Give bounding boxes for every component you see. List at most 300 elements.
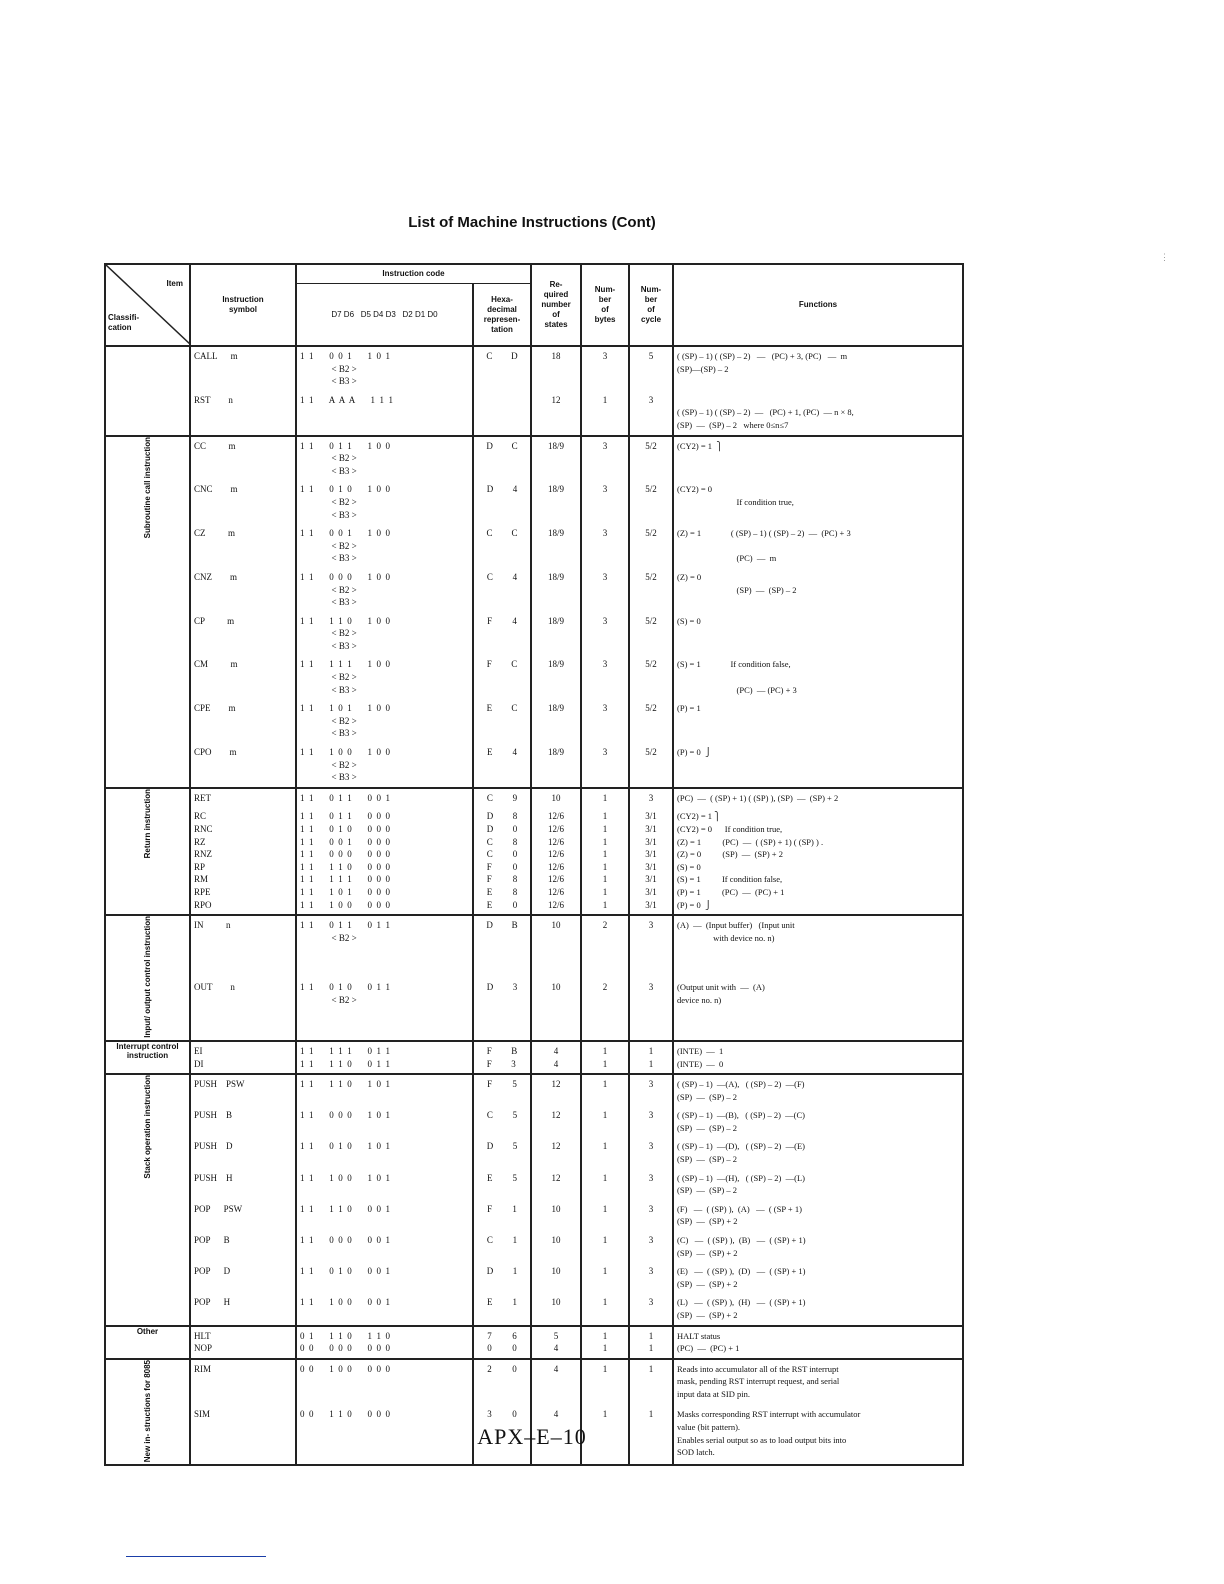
code-group-header: Instruction code [296, 264, 531, 284]
bytes-cell [581, 655, 629, 699]
functions-text: ( (SP) – 1) —(H), ( (SP) – 2) —(L) (SP) — (SP) – 2 [677, 1172, 805, 1196]
hex-low-digit: 1 [512, 1235, 518, 1246]
bytes-cell [581, 978, 629, 1041]
instruction-code-cell [296, 1137, 473, 1168]
instruction-code-cell [296, 436, 473, 481]
functions-cell [673, 524, 963, 568]
states-cell [531, 1262, 581, 1293]
states-text: 12 [551, 1172, 561, 1183]
instruction-symbol-cell [190, 1231, 296, 1262]
states-cell [531, 480, 581, 524]
functions-cell [673, 1262, 963, 1293]
hex-low-digit: 1 [512, 1266, 518, 1277]
hex-low-digit: 6 0 [512, 1330, 517, 1354]
bytes-text: 1 1 [602, 1330, 608, 1354]
hex-cell [473, 655, 531, 699]
states-text: 10 [551, 1297, 561, 1308]
instruction-code-text: 1 1 0 1 0 0 0 1 [300, 1266, 390, 1277]
instruction-code-cell [296, 524, 473, 568]
hex-high-digit: 2 [487, 1363, 492, 1374]
instruction-code-text: 1 1 0 1 1 0 0 0 1 1 0 1 0 0 0 0 1 1 0 0 1 0 0 0 1 1 0 0 0 0 0 0 1 1 1 1 0 0 0 0 1 1 1 1 1 0 0 0 1 1 1 0 1 0 0 0 1 1 1 0 0 0 0 0 [300, 811, 390, 910]
states-cell [531, 612, 581, 656]
hex-low-digit: C [511, 440, 518, 451]
instruction-code-text: 1 1 0 1 0 1 0 0 < B2 > < B3 > [300, 484, 390, 520]
bytes-text: 3 [602, 440, 608, 451]
bytes-text: 1 [602, 1409, 608, 1420]
states-text: 4 [553, 1363, 559, 1374]
hex-high-digit: 3 [487, 1409, 492, 1420]
instruction-symbol-cell [190, 1041, 296, 1074]
cycles-cell [629, 743, 673, 788]
cycles-cell [629, 524, 673, 568]
functions-cell [673, 1106, 963, 1137]
functions-text: Masks corresponding RST interrupt with accumulator value (bit pattern). Enables serial output so as to load output bits into SOD latch. [677, 1409, 861, 1458]
hex-low-digit: 4 [512, 615, 517, 626]
machine-instruction-table [104, 263, 964, 1466]
cycles-text: 3 [648, 394, 654, 405]
bytes-text: 3 [602, 484, 608, 495]
item-classification-header [105, 264, 190, 346]
table-row [105, 1200, 963, 1231]
bytes-cell [581, 1074, 629, 1106]
states-text: 10 [551, 1203, 561, 1214]
instruction-code-text: 1 1 1 1 0 0 0 1 [300, 1203, 390, 1214]
bytes-cell [581, 612, 629, 656]
cycles-text: 5/2 [645, 440, 657, 451]
instruction-code-cell [296, 1169, 473, 1200]
instruction-code-text: 1 1 0 0 0 1 0 0 < B2 > < B3 > [300, 571, 390, 608]
functions-text: (A) — (Input buffer) (Input unit with device no. n) [677, 920, 795, 943]
hex-cell [473, 612, 531, 656]
instruction-symbol-cell [190, 1326, 296, 1359]
instruction-symbol-cell [190, 807, 296, 915]
bytes-cell [581, 391, 629, 436]
hex-high-digit: E [486, 703, 493, 714]
cycles-text: 3 [648, 1110, 654, 1121]
cycles-text: 3 [648, 1141, 654, 1152]
hex-low-digit: C [511, 659, 518, 670]
classification-label: Classifi- cation [108, 313, 140, 332]
code-bits-header: D7 D6 D5 D4 D3 D2 D1 D0 [296, 284, 473, 347]
instruction-symbol-text: CP m [194, 615, 235, 626]
bytes-cell [581, 346, 629, 391]
states-text: 18/9 [548, 484, 565, 495]
instruction-code-text: 1 1 1 1 1 0 1 1 1 1 1 1 0 0 1 1 [300, 1045, 390, 1069]
states-text: 10 [551, 792, 561, 803]
functions-text: ( (SP) – 1) —(D), ( (SP) – 2) —(E) (SP) — (SP) – 2 [677, 1141, 805, 1165]
instruction-symbol-text: PUSH PSW [194, 1079, 245, 1090]
header-row [105, 264, 963, 284]
cycles-cell [629, 436, 673, 481]
instruction-symbol-text: EI DI [194, 1045, 204, 1069]
table-row [105, 480, 963, 524]
cycles-cell [629, 1262, 673, 1293]
instruction-code-cell [296, 1200, 473, 1231]
instruction-code-text: 1 1 1 1 1 1 0 0 < B2 > < B3 > [300, 659, 390, 695]
instruction-code-text: 1 1 0 1 1 1 0 0 < B2 > < B3 > [300, 440, 390, 476]
instruction-code-cell [296, 480, 473, 524]
instruction-symbol-text: CM m [194, 659, 238, 670]
states-cell [531, 807, 581, 915]
instruction-code-text: 1 1 1 1 0 1 0 0 < B2 > < B3 > [300, 615, 390, 651]
instruction-code-cell [296, 807, 473, 915]
instruction-symbol-cell [190, 391, 296, 436]
cycles-cell [629, 391, 673, 436]
hex-low-digit: 4 [512, 571, 518, 582]
classification-cell [105, 788, 190, 915]
hex-high-digit: D [486, 440, 493, 451]
functions-text: (C) — ( (SP) ), (B) — ( (SP) + 1) (SP) — (SP) + 2 [677, 1235, 806, 1258]
hex-high-digit: C [486, 351, 493, 361]
hex-high-digit: F [486, 659, 492, 670]
bytes-cell [581, 915, 629, 978]
table-row [105, 1231, 963, 1262]
states-text: 10 [551, 1266, 561, 1277]
cycles-text: 5/2 [645, 484, 657, 495]
instruction-code-cell [296, 568, 473, 612]
cycles-text: 5 [648, 351, 654, 361]
bytes-text: 1 [602, 1203, 608, 1214]
instruction-code-text: 1 1 0 0 1 1 0 0 < B2 > < B3 > [300, 528, 390, 564]
instruction-code-text: 1 1 0 0 1 1 0 1 < B2 > < B3 > [300, 351, 390, 387]
hex-high-digit: C [486, 528, 493, 539]
hex-cell [473, 1106, 531, 1137]
functions-cell [673, 346, 963, 391]
hex-low-digit: 4 [512, 484, 518, 495]
instruction-code-text: 1 1 0 1 1 0 1 1 < B2 > [300, 920, 390, 943]
bytes-text: 1 [602, 1266, 608, 1277]
cycles-text: 3 [648, 1297, 654, 1308]
hex-high-digit: C [486, 792, 493, 803]
hex-cell [473, 788, 531, 808]
hex-cell [473, 1074, 531, 1106]
hex-low-digit: 8 0 8 0 0 8 8 0 [512, 811, 518, 910]
functions-header: Functions [673, 264, 963, 346]
functions-cell [673, 807, 963, 915]
instruction-symbol-text: RIM [194, 1363, 212, 1374]
states-cell [531, 1041, 581, 1074]
functions-cell [673, 699, 963, 743]
bytes-text: 2 [602, 920, 608, 931]
cycles-cell [629, 915, 673, 978]
instruction-symbol-text: CALL m [194, 351, 238, 361]
states-cell [531, 1359, 581, 1406]
instruction-code-text: 1 1 0 1 1 0 0 1 [300, 792, 390, 803]
hex-header: Hexa- decimal represen- tation [473, 284, 531, 347]
instruction-symbol-text: CZ m [194, 528, 236, 539]
cycles-cell [629, 480, 673, 524]
cycles-cell [629, 1293, 673, 1325]
cycles-cell [629, 1041, 673, 1074]
instruction-code-cell [296, 391, 473, 436]
hex-high-digit: D [486, 920, 493, 931]
scan-mark: ⋮ [1160, 252, 1169, 262]
table-row [105, 1137, 963, 1168]
states-cell [531, 1074, 581, 1106]
bytes-text: 1 [602, 1079, 608, 1090]
cycles-text: 5/2 [645, 703, 657, 714]
instruction-symbol-text: RST n [194, 394, 233, 405]
states-header: Re- quired number of states [531, 264, 581, 346]
states-cell [531, 436, 581, 481]
states-text: 10 [551, 920, 561, 931]
instruction-symbol-cell [190, 568, 296, 612]
functions-text: (S) = 1 If condition false, (PC) — (PC) + 3 [677, 659, 797, 695]
instruction-symbol-text: RET [194, 792, 211, 803]
instruction-symbol-text: CC m [194, 440, 236, 451]
instruction-code-cell [296, 788, 473, 808]
instruction-symbol-cell [190, 1106, 296, 1137]
bytes-text: 3 [602, 351, 608, 361]
instruction-symbol-text: PUSH D [194, 1141, 233, 1152]
instruction-symbol-text: POP D [194, 1266, 231, 1277]
instruction-symbol-cell [190, 655, 296, 699]
bytes-cell [581, 524, 629, 568]
instruction-symbol-cell [190, 436, 296, 481]
states-cell [531, 524, 581, 568]
instruction-symbol-cell [190, 915, 296, 978]
functions-text: (E) — ( (SP) ), (D) — ( (SP) + 1) (SP) — (SP) + 2 [677, 1266, 806, 1289]
page-footer: APX–E–10 [477, 1424, 587, 1449]
instruction-symbol-cell [190, 524, 296, 568]
symbol-header: Instruction symbol [190, 264, 296, 346]
functions-cell [673, 655, 963, 699]
functions-cell [673, 1074, 963, 1106]
instruction-code-cell [296, 1359, 473, 1406]
functions-text: ( (SP) – 1) ( (SP) – 2) — (PC) + 3, (PC) — m (SP)—(SP) – 2 [677, 351, 848, 374]
instruction-code-text: 1 1 1 0 0 0 0 1 [300, 1297, 390, 1308]
states-cell [531, 1137, 581, 1168]
table-row [105, 391, 963, 436]
hex-low-digit: 9 [512, 792, 518, 803]
hex-low-digit: 0 [512, 1363, 517, 1374]
bytes-text: 3 [602, 659, 608, 670]
functions-cell [673, 1137, 963, 1168]
hex-cell [473, 1231, 531, 1262]
table-row [105, 655, 963, 699]
bytes-cell [581, 1137, 629, 1168]
instruction-code-cell [296, 699, 473, 743]
cycles-cell [629, 1169, 673, 1200]
states-cell [531, 743, 581, 788]
cycles-text: 3 [648, 1235, 654, 1246]
cycles-cell [629, 1326, 673, 1359]
functions-text: (P) = 0 ⎭ [677, 747, 712, 758]
hex-cell [473, 1262, 531, 1293]
instruction-symbol-cell [190, 1200, 296, 1231]
hex-cell [473, 480, 531, 524]
bytes-text: 1 1 1 1 1 1 1 1 [602, 811, 608, 910]
functions-text: (Output unit with — (A) device no. n) [677, 982, 765, 1005]
hex-cell [473, 1359, 531, 1406]
functions-cell [673, 391, 963, 436]
table-row [105, 788, 963, 808]
states-text: 18/9 [548, 440, 565, 451]
instruction-symbol-text: POP H [194, 1297, 231, 1308]
functions-text: (PC) — ( (SP) + 1) ( (SP) ), (SP) — (SP) + 2 [677, 792, 839, 803]
bytes-cell [581, 1231, 629, 1262]
table-row [105, 568, 963, 612]
bytes-text: 1 [602, 1297, 608, 1308]
instruction-symbol-cell [190, 1359, 296, 1406]
functions-text: HALT status (PC) — (PC) + 1 [677, 1330, 740, 1354]
cycles-cell [629, 978, 673, 1041]
bytes-cell [581, 699, 629, 743]
cycles-cell [629, 788, 673, 808]
cycles-cell [629, 346, 673, 391]
bytes-text: 2 [602, 982, 608, 993]
hex-cell [473, 436, 531, 481]
instruction-code-text: 1 1 0 1 0 1 0 1 [300, 1141, 390, 1152]
bytes-cell [581, 1262, 629, 1293]
classification-cell [105, 1041, 190, 1074]
bytes-text: 3 [602, 615, 608, 626]
hex-high-digit: 7 0 [487, 1330, 492, 1354]
hex-high-digit: E [487, 1297, 493, 1308]
states-text: 18/9 [548, 571, 565, 582]
states-text: 12 [551, 1079, 561, 1090]
cycles-text: 5/2 [645, 571, 657, 582]
hex-high-digit: C [486, 1110, 493, 1121]
bytes-cell [581, 1106, 629, 1137]
classification-cell [105, 346, 190, 436]
hex-high-digit: C [486, 571, 493, 582]
instruction-code-cell [296, 612, 473, 656]
bytes-text: 1 [602, 1235, 608, 1246]
cycles-text: 5/2 [645, 615, 657, 626]
hex-cell [473, 568, 531, 612]
hex-cell [473, 1326, 531, 1359]
bytes-cell [581, 1326, 629, 1359]
classification-label: Stack operation instruction [143, 1075, 152, 1179]
states-text: 18/9 [548, 747, 565, 758]
hex-cell [473, 699, 531, 743]
classification-label: Return instruction [143, 788, 152, 859]
cycles-text: 3 [648, 1203, 654, 1214]
table-row [105, 1074, 963, 1106]
table-row [105, 1106, 963, 1137]
bytes-cell [581, 807, 629, 915]
table-row [105, 1262, 963, 1293]
hex-cell [473, 1041, 531, 1074]
classification-cell [105, 1074, 190, 1326]
instruction-code-text: 0 0 1 0 0 0 0 0 [300, 1363, 390, 1374]
cycles-cell [629, 699, 673, 743]
bytes-text: 3 [602, 528, 608, 539]
cycles-text: 1 [648, 1363, 654, 1374]
hex-low-digit: B 3 [511, 1045, 518, 1069]
hex-low-digit: 3 [512, 982, 518, 993]
diagonal-divider [106, 265, 191, 345]
hex-high-digit: D [486, 484, 494, 495]
cycles-cell [629, 655, 673, 699]
instruction-symbol-text: POP B [194, 1235, 230, 1246]
cycles-cell [629, 1200, 673, 1231]
table-row [105, 1169, 963, 1200]
instruction-code-cell [296, 346, 473, 391]
instruction-symbol-text: OUT n [194, 982, 235, 993]
bytes-text: 1 1 [602, 1045, 608, 1069]
instruction-symbol-text: PUSH H [194, 1172, 233, 1183]
instruction-symbol-text: CPE m [194, 703, 236, 714]
states-text: 5 4 [553, 1330, 559, 1354]
table-row [105, 915, 963, 978]
states-text: 12 [551, 1141, 561, 1152]
instruction-code-cell [296, 1262, 473, 1293]
functions-cell [673, 978, 963, 1041]
hex-low-digit: 0 [512, 1409, 517, 1420]
bytes-text: 3 [602, 703, 608, 714]
states-text: 18/9 [548, 659, 565, 670]
functions-cell [673, 1326, 963, 1359]
instruction-symbol-cell [190, 480, 296, 524]
instruction-code-text: 0 0 1 1 0 0 0 0 [300, 1409, 390, 1420]
hex-high-digit: D [486, 982, 494, 993]
bytes-cell [581, 436, 629, 481]
instruction-code-cell [296, 1231, 473, 1262]
hex-high-digit: F F [486, 1045, 492, 1069]
hex-low-digit: 5 [512, 1141, 518, 1152]
bytes-text: 1 [602, 394, 608, 405]
table-row [105, 1326, 963, 1359]
hex-high-digit: F [487, 615, 493, 626]
bytes-text: 1 [602, 1172, 608, 1183]
bytes-cell [581, 1041, 629, 1074]
functions-text: (F) — ( (SP) ), (A) — ( (SP + 1) (SP) — (SP) + 2 [677, 1203, 802, 1227]
instruction-symbol-cell [190, 1074, 296, 1106]
functions-cell [673, 480, 963, 524]
cycles-text: 3 [648, 1172, 654, 1183]
instruction-symbol-text: IN n [194, 920, 231, 931]
functions-text: ( (SP) – 1) ( (SP) – 2) — (PC) + 1, (PC) — n × 8, (SP) — (SP) – 2 where 0≤n≤7 [677, 407, 854, 430]
classification-cell [105, 915, 190, 1041]
instruction-code-cell [296, 1293, 473, 1325]
table-row [105, 524, 963, 568]
instruction-code-text: 1 1 0 1 0 0 1 1 < B2 > [300, 982, 390, 1005]
cycles-text: 1 [648, 1409, 654, 1420]
functions-text: (INTE) — 1 (INTE) — 0 [677, 1045, 724, 1069]
states-cell [531, 346, 581, 391]
bytes-cell [581, 1169, 629, 1200]
hex-cell [473, 1137, 531, 1168]
states-text: 10 [551, 982, 561, 993]
hex-low-digit: 1 [512, 1203, 517, 1214]
functions-text: (CY2) = 1 ⎫ (CY2) = 0 If condition true, (Z) = 1 (PC) — ( (SP) + 1) ( (SP) ) . (Z) = 0 (SP) — (SP) + 2 (S) = 0 (S) = 1 If condition false, (P) = 1 (PC) — (PC) + 1 (P) = 0 ⎭ [677, 811, 824, 910]
hex-high-digit: D D C C F F E E [486, 811, 494, 910]
states-cell [531, 568, 581, 612]
cycles-text: 3 [648, 1266, 654, 1277]
instruction-symbol-text: POP PSW [194, 1203, 243, 1214]
instruction-symbol-text: CNC m [194, 484, 238, 495]
bytes-cell [581, 568, 629, 612]
instruction-code-cell [296, 1074, 473, 1106]
cycles-text: 5/2 [645, 747, 657, 758]
states-cell [531, 391, 581, 436]
instruction-symbol-text: RC RNC RZ RNZ RP RM RPE RPO [194, 811, 213, 910]
functions-cell [673, 915, 963, 978]
functions-text: ( (SP) – 1) —(A), ( (SP) – 2) —(F) (SP) — (SP) – 2 [677, 1079, 805, 1102]
instruction-symbol-text: CNZ m [194, 571, 238, 582]
bytes-text: 1 [602, 792, 608, 803]
states-text: 4 [553, 1409, 559, 1420]
cycles-cell [629, 1137, 673, 1168]
states-text: 18/9 [548, 703, 565, 714]
states-cell [531, 1293, 581, 1325]
hex-cell [473, 524, 531, 568]
instruction-code-cell [296, 1041, 473, 1074]
table-row [105, 1359, 963, 1406]
functions-text: (CY2) = 1 ⎫ [677, 440, 723, 451]
